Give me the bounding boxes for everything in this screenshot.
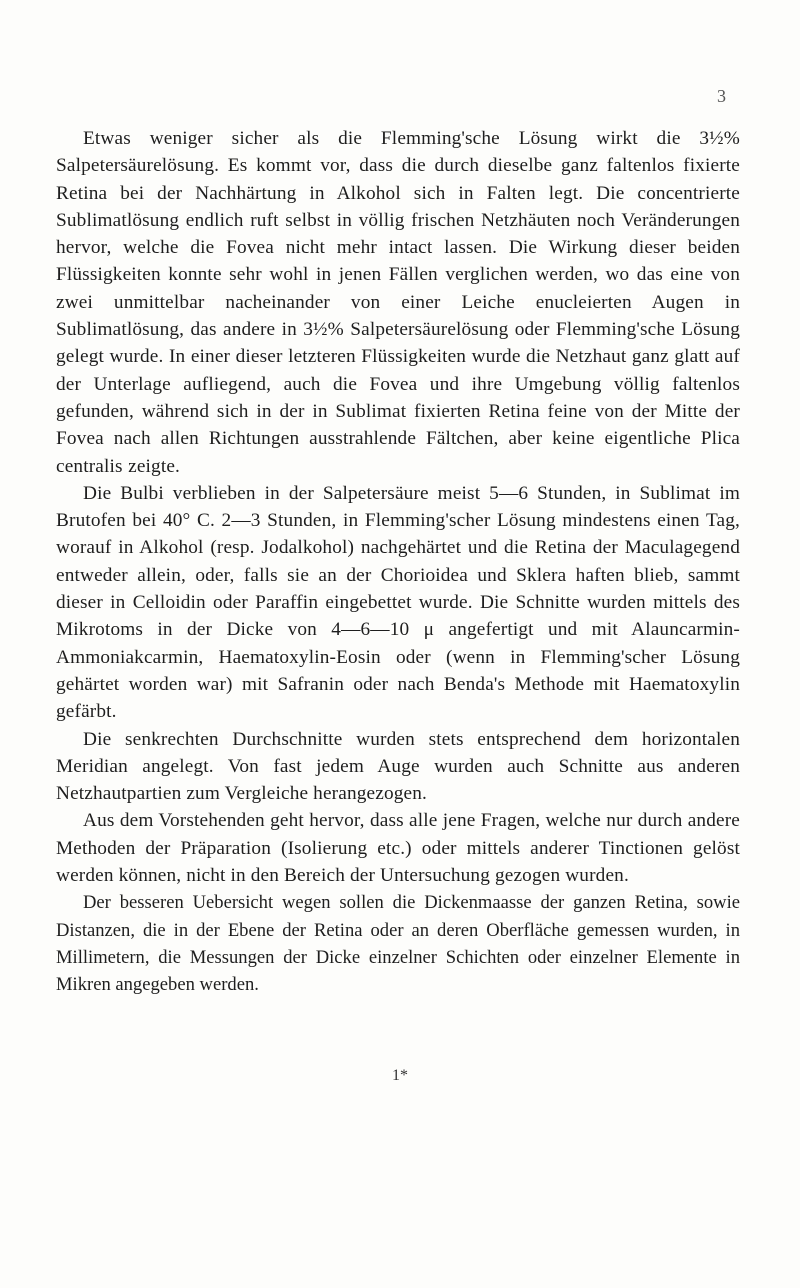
paragraph-scope: Aus dem Vorstehenden geht hervor, dass alle jene Fragen, welche nur durch andere Methoden der Präparation (Isolierung etc.) oder mittels anderer Tinctionen gelöst werden können, nicht in den Bereich der Untersuchung gezogen wurden. bbox=[56, 810, 740, 887]
paragraph-hardening-staining: Die Bulbi verblieben in der Salpetersäure meist 5—6 Stunden, in Sublimat im Brutofen bei 40° C. 2—3 Stunden, in Flemming'scher Lösung mindestens einen Tag, worauf in Alkohol (resp. Jodalkohol) nachgehärtet und die Retina der Maculagegend entweder allein, oder, falls sie an der Chorioidea und Sklera haften blieb, sammt dieser in Celloidin oder Paraffin eingebettet wurde. Die Schnitte wurden mittels des Mikrotoms in der Dicke von 4—6—10 μ angefertigt und mit Alauncarmin-Ammoniakcarmin, Haematoxylin-Eosin oder (wenn in Flemming'scher Lösung gehärtet worden war) mit Safranin oder nach Benda's Methode mit Haematoxylin gefärbt. bbox=[56, 482, 740, 723]
signature-mark: 1* bbox=[392, 1067, 408, 1084]
paragraph-sections: Die senkrechten Durchschnitte wurden stets entsprechend dem horizontalen Meridian angelegt. Von fast jedem Auge wurden auch Schnitte aus anderen Netzhautpartien zum Vergleiche herangezogen. bbox=[56, 728, 740, 805]
paragraph-measurement-units: Der besseren Uebersicht wegen sollen die Dickenmaasse der ganzen Retina, sowie Distanzen, die in der Ebene der Retina oder an deren Oberfläche gemessen wurden, in Millimetern, die Messungen der Dicke einzelner Schichten oder einzelner Elemente in Mikren angegeben werden. bbox=[56, 892, 740, 996]
paragraph-fixation-comparison: Etwas weniger sicher als die Flemming'sche Lösung wirkt die 3½% Salpetersäurelösung. Es kommt vor, dass die durch dieselbe ganz faltenlos fixierte Retina bei der Nachhärtung in Alkohol sich in Falten legt. Die concentrierte Sublimatlösung endlich ruft selbst in völlig frischen Netzhäuten noch Veränderungen hervor, welche die Fovea nicht mehr intact lassen. Die Wirkung dieser beiden Flüssigkeiten konnte sehr wohl in jenen Fällen verglichen werden, wo das eine von zwei unmittelbar nacheinander von einer Leiche enucleierten Augen in Sublimatlösung, das andere in 3½% Salpetersäurelösung oder Flemming'sche Lösung gelegt wurde. In einer dieser letzteren Flüssigkeiten wurde die Netzhaut ganz glatt auf der Unterlage aufliegend, auch die Fovea und ihre Umgebung völlig faltenlos gefunden, während sich in der in Sublimat fixierten Retina feine von der Mitte der Fovea nach allen Richtungen ausstrahlende Fältchen, aber keine eigentliche Plica centralis zeigte. bbox=[56, 128, 740, 477]
body-text bbox=[56, 125, 740, 999]
page-number: 3 bbox=[717, 86, 726, 106]
